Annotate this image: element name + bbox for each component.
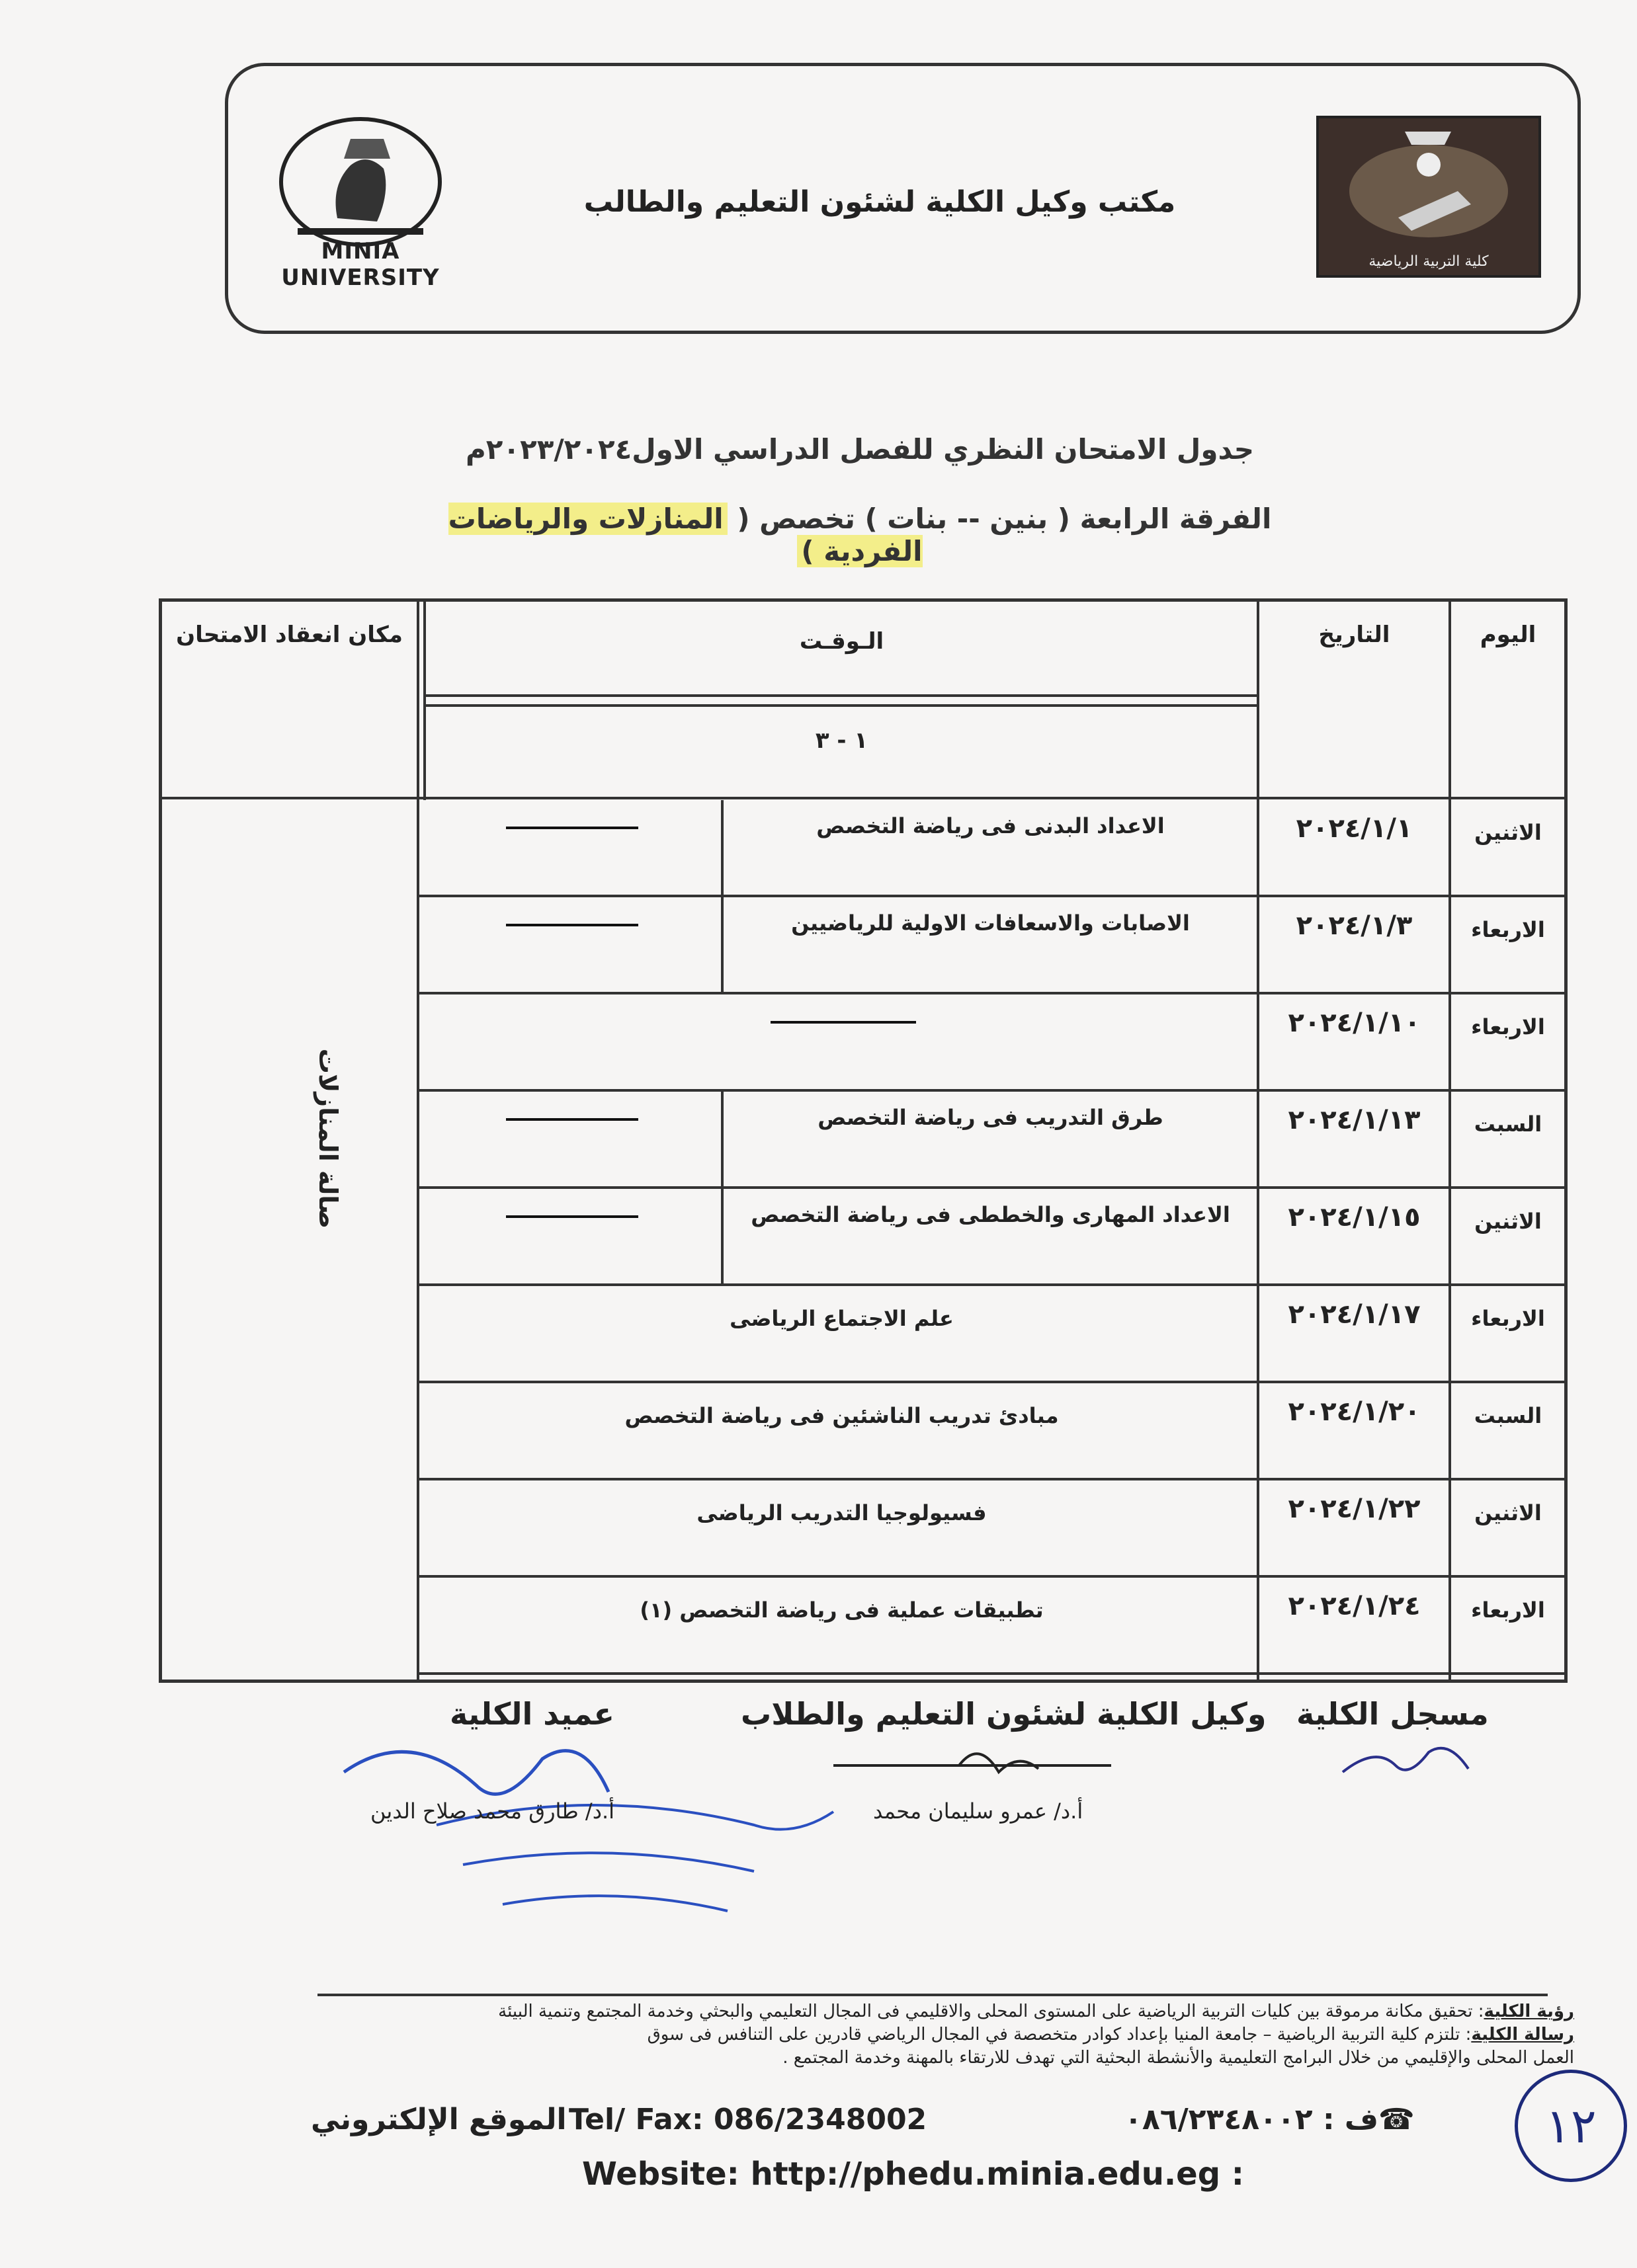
phone-text: ف : ٠٨٦/٢٣٤٨٠٠٢ — [1124, 2103, 1378, 2136]
row-subject: الاعداد البدنى فى رياضة التخصص — [816, 813, 1165, 838]
row-subject: فسيولوجيا التدريب الرياضى — [696, 1500, 987, 1525]
subtitle-highlight: المنازلات والرياضات الفردية ) — [448, 503, 923, 567]
mission-line — [304, 2023, 1574, 2046]
row-date: ٢٠٢٤/١/١ — [1296, 813, 1413, 844]
row-subject: تطبيقات عملية فى رياضة التخصص (١) — [640, 1598, 1044, 1623]
registrar-title: مسجل الكلية — [1296, 1696, 1489, 1732]
row-day: الاربعاء — [1471, 1306, 1545, 1331]
row-empty-dash — [771, 1021, 916, 1024]
row-subject: علم الاجتماع الرياضى — [730, 1306, 954, 1331]
row-day: الاربعاء — [1471, 1598, 1545, 1623]
row-day: الاثنين — [1474, 1209, 1542, 1234]
vision-line — [304, 2000, 1574, 2023]
row-day: السبت — [1474, 1403, 1542, 1428]
university-logo-text: MINIA UNIVERSITY — [281, 238, 440, 291]
row-day: الاربعاء — [1471, 1014, 1545, 1039]
dean-title: عميد الكلية — [450, 1696, 614, 1732]
row-day: السبت — [1474, 1112, 1542, 1137]
venue-value: صالة المنازلات — [314, 1048, 343, 1229]
row-subject: مبادئ تدريب الناشئين فى رياضة التخصص — [624, 1403, 1059, 1428]
time-slot: ١ - ٣ — [815, 727, 868, 754]
row-empty-dash — [506, 1215, 638, 1218]
office-title: مكتب وكيل الكلية لشئون التعليم والطالب — [583, 185, 1176, 219]
row-day: الاربعاء — [1471, 917, 1545, 942]
dean-name: أ.د/ طارق محمد صلاح الدين — [370, 1799, 614, 1824]
dean-signature-stamp — [331, 1732, 860, 1970]
phone-icon: ☎ — [1378, 2103, 1415, 2136]
date-header: التاريخ — [1318, 622, 1390, 648]
faculty-logo — [1316, 116, 1541, 278]
row-day: الاثنين — [1474, 820, 1542, 845]
day-header: اليوم — [1480, 622, 1536, 648]
mission-label: رسالة الكلية — [1471, 2025, 1574, 2045]
vision-label: رؤية الكلية — [1484, 2002, 1574, 2021]
row-empty-dash — [506, 827, 638, 829]
time-header: الـوقـت — [799, 628, 884, 655]
row-date: ٢٠٢٤/١/٢٤ — [1288, 1591, 1421, 1621]
row-subject: الاصابات والاسعافات الاولية للرياضيين — [791, 911, 1190, 936]
mission-line-2: العمل المحلى والإقليمي من خلال البرامج التعليمية والأنشطة البحثية التي تهدف للارتقاء بالمهنة وخدمة المجتمع . — [782, 2048, 1574, 2068]
page-number: ١٢ — [1515, 2070, 1627, 2182]
website-label: الموقع الإلكتروني — [311, 2103, 567, 2136]
website-url[interactable]: Website: http://phedu.minia.edu.eg : — [582, 2156, 1244, 2193]
minia-university-logo — [251, 106, 470, 291]
vice-dean-title: وكيل الكلية لشئون التعليم والطلاب — [741, 1696, 1267, 1732]
exam-schedule-title: جدول الامتحان النظري للفصل الدراسي الاول٢٠٢٣/٢٠٢٤م — [466, 433, 1254, 466]
group-subtitle — [397, 503, 1323, 567]
row-subject: الاعداد المهارى والخططى فى رياضة التخصص — [751, 1202, 1230, 1227]
row-date: ٢٠٢٤/١/١٥ — [1288, 1202, 1421, 1233]
vice-dean-name: أ.د/ عمرو سليمان محمد — [873, 1799, 1083, 1824]
row-date: ٢٠٢٤/١/٢٢ — [1288, 1494, 1421, 1524]
mission-text: : تلتزم كلية التربية الرياضية – جامعة المنيا بإعداد كوادر متخصصة في المجال الرياضي قادرين على التنافس فى سوق — [647, 2025, 1472, 2045]
row-date: ٢٠٢٤/١/١٧ — [1288, 1299, 1421, 1330]
vice-dean-signature — [827, 1732, 1124, 1792]
vision-text: : تحقيق مكانة مرموقة بين كليات التربية الرياضية على المستوى المحلى والاقليمي فى المجال التعليمي والبحثي وخدمة المجتمع وتنمية البيئة — [498, 2002, 1484, 2021]
tel-fax: Tel/ Fax: 086/2348002 — [569, 2103, 927, 2136]
row-date: ٢٠٢٤/١/٢٠ — [1288, 1397, 1421, 1427]
row-empty-dash — [506, 924, 638, 926]
row-date: ٢٠٢٤/١/١٠ — [1288, 1008, 1421, 1038]
row-empty-dash — [506, 1118, 638, 1121]
row-date: ٢٠٢٤/١/٣ — [1296, 911, 1413, 941]
subtitle-prefix: الفرقة الرابعة ( بنين -- بنات ) تخصص ( — [737, 503, 1272, 535]
faculty-logo-caption: كلية التربية الرياضية — [1368, 253, 1489, 270]
phone-number — [1124, 2103, 1415, 2136]
venue-header: مكان انعقاد الامتحان — [176, 622, 403, 648]
row-date: ٢٠٢٤/١/١٣ — [1288, 1105, 1421, 1135]
row-subject: طرق التدريب فى رياضة التخصص — [818, 1105, 1163, 1130]
registrar-signature — [1336, 1732, 1482, 1792]
exam-table — [159, 598, 1568, 1683]
footer-divider — [317, 1994, 1548, 1996]
row-day: الاثنين — [1474, 1500, 1542, 1525]
